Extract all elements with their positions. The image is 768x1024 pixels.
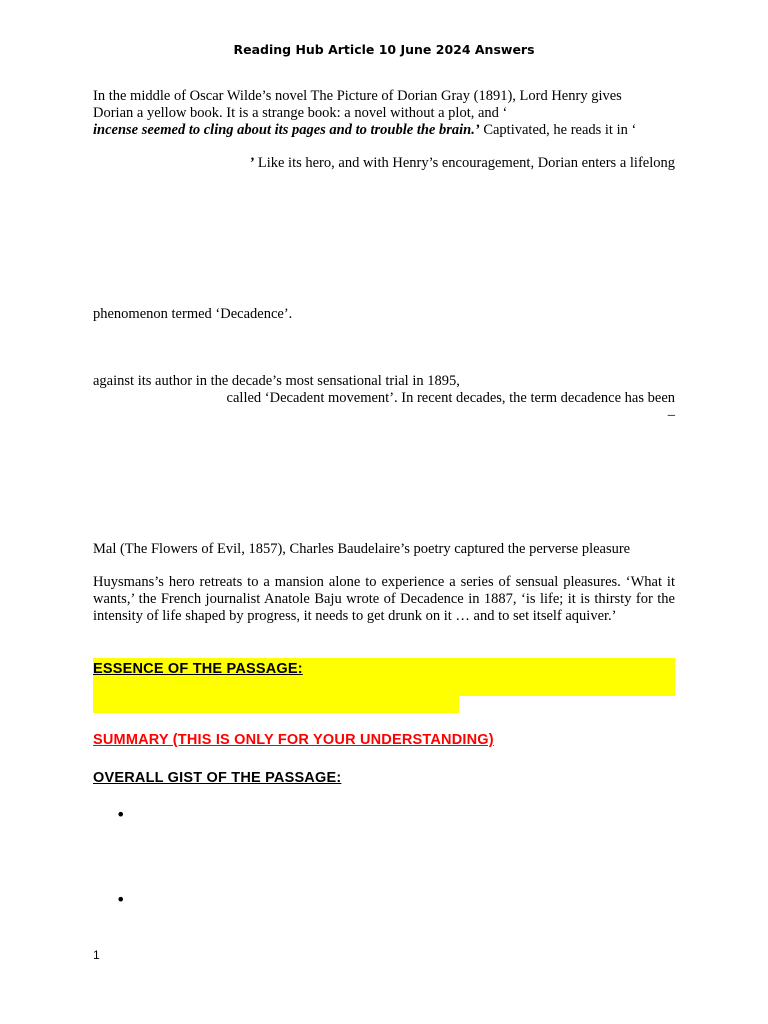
paragraph-1-line-2: Dorian a yellow book. It is a strange book: a novel without a plot, and ‘ [93,104,508,121]
closing-quote-mark: ’ [249,155,255,171]
bullet-point: • [116,805,126,824]
paragraph-2-text: Like its hero, and with Henry’s encouragement, Dorian enters a lifelong [254,155,675,171]
paragraph-2 [93,155,675,172]
paragraph-1-line-1: In the middle of Oscar Wilde’s novel The Picture of Dorian Gray (1891), Lord Henry gives [93,88,622,104]
summary-heading: SUMMARY (THIS IS ONLY FOR YOUR UNDERSTANDING) [93,732,494,748]
gist-heading: OVERALL GIST OF THE PASSAGE: [93,770,342,786]
paragraph-3: phenomenon termed ‘Decadence’. [93,306,293,322]
paragraph-1-line-3 [93,122,675,139]
paragraph-1 [93,88,675,138]
paragraph-4 [93,373,675,423]
paragraph-4-line-2: called ‘Decadent movement’. In recent decades, the term decadence has been [226,389,675,406]
essence-highlight-tail [93,696,459,713]
bold-italic-quote: incense seemed to cling about its pages and to trouble the brain.’ [93,121,480,138]
paragraph-5: Mal (The Flowers of Evil, 1857), Charles Baudelaire’s poetry captured the perverse pleasure [93,541,631,557]
page-number: 1 [93,948,100,962]
page-header: Reading Hub Article 10 June 2024 Answers [233,42,535,57]
paragraph-6: Huysmans’s hero retreats to a mansion alone to experience a series of sensual pleasures. ‘What it wants,’ the French journalist Anatole Baju wrote of Decadence in 1887, ‘is life; it is thirsty for the intensity of life shaped by progress, it needs to get drunk on it … and to set itself aquiver.’ [93,574,675,624]
bullet-point: • [116,890,126,909]
paragraph-1-line-3-rest: Captivated, he reads it in ‘ [479,121,637,138]
paragraph-4-dash: – [667,406,675,423]
essence-heading: ESSENCE OF THE PASSAGE: [93,661,303,677]
paragraph-4-line-1: against its author in the decade’s most sensational trial in 1895, [93,373,460,389]
